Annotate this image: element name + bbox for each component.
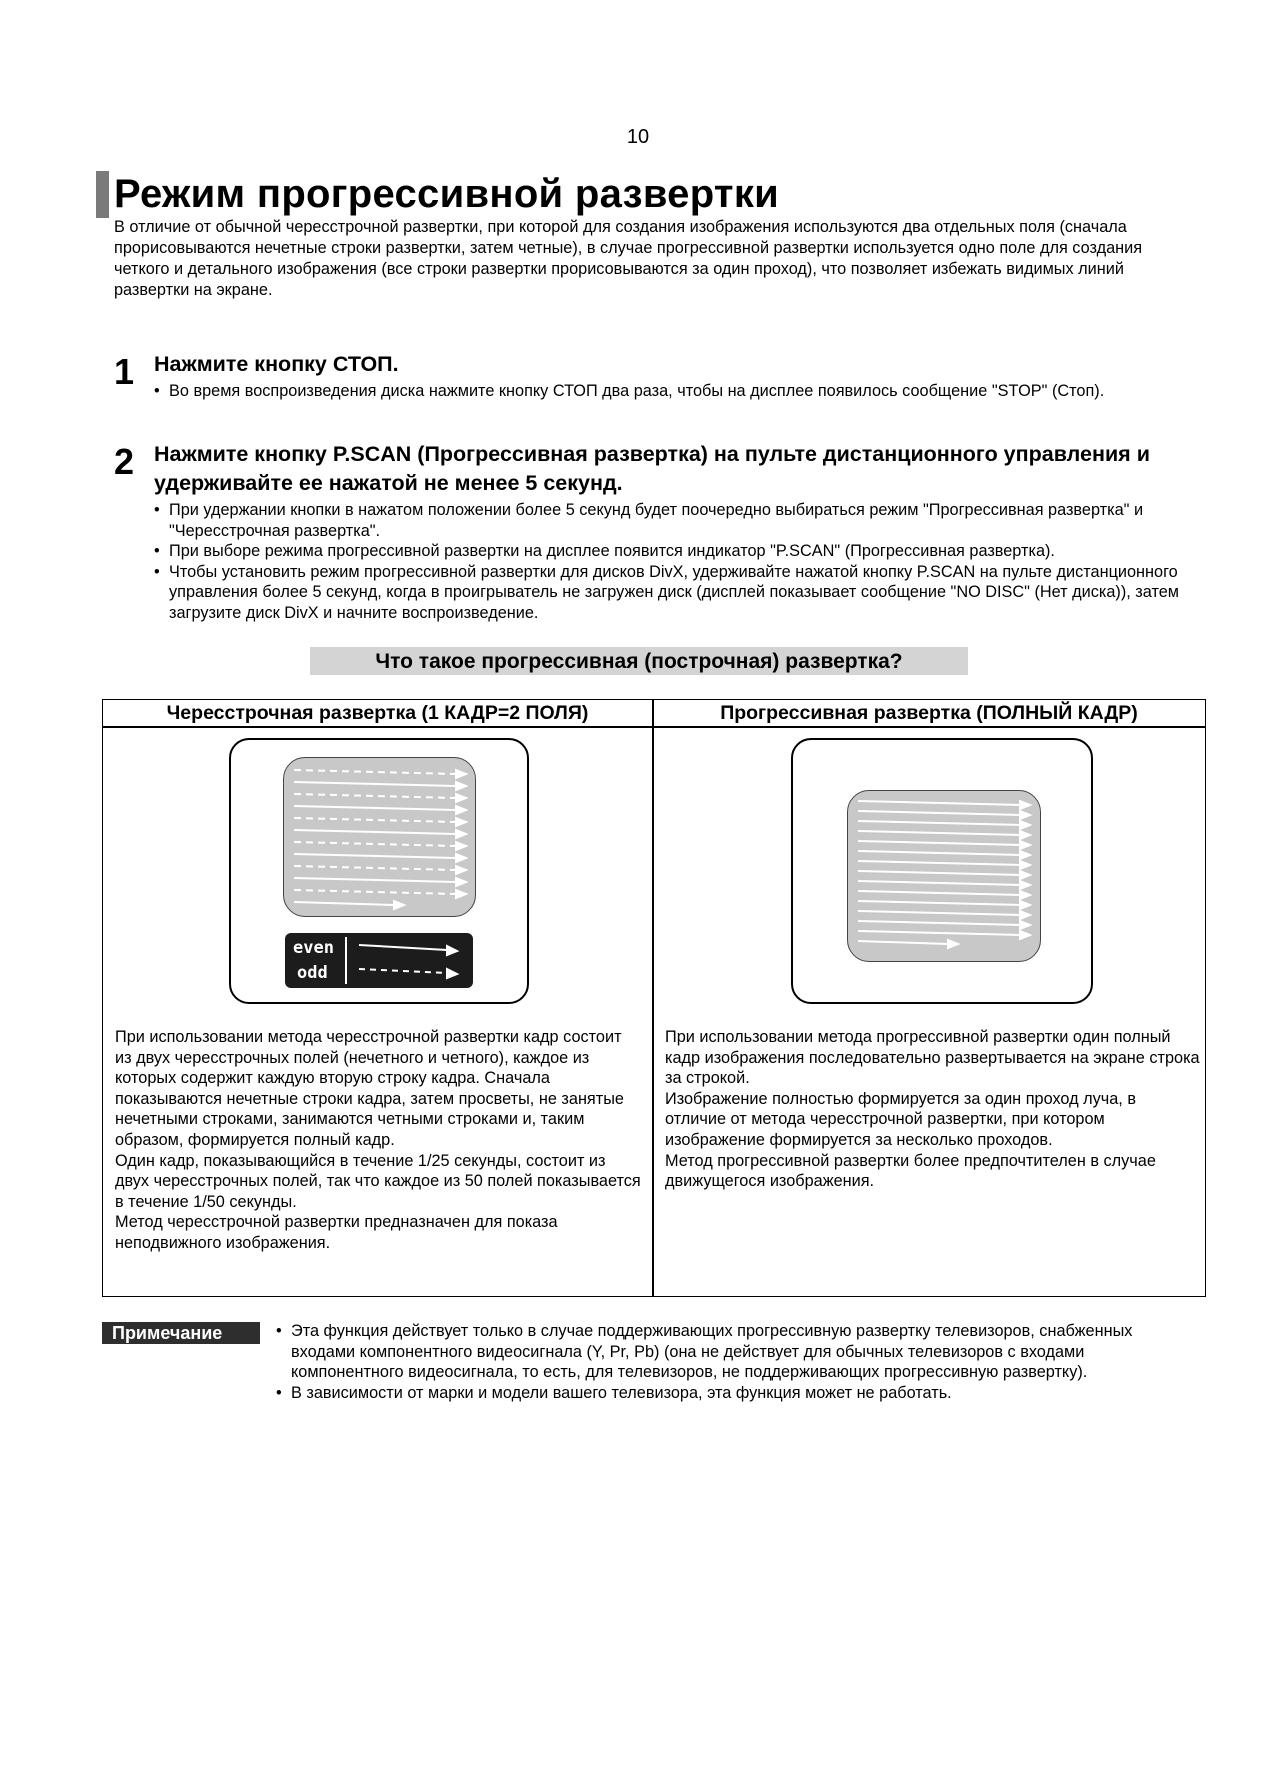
interlaced-description — [115, 1027, 641, 1254]
what-is-heading: Что такое прогрессивная (построчная) развертка? — [310, 647, 968, 675]
step-2 — [114, 440, 1194, 623]
progressive-paragraph: Метод прогрессивной развертки более предпочтителен в случае движущегося изображения. — [665, 1151, 1156, 1191]
step-bullets — [154, 381, 1194, 402]
legend-arrows — [351, 933, 471, 988]
step-heading: Нажмите кнопку СТОП. — [154, 352, 399, 376]
intro-paragraph: В отличие от обычной чересстрочной развертки, при которой для создания изображения используются два отдельных поля (сначала прорисовываются нечетные строки развертки, затем четные), в случае прогрессивной развертки используется одно поле для создания четкого и детального изображения (все строки развертки прорисовываются за один проход), что позволяет избежать видимых линий развертки на экране. — [114, 218, 1143, 299]
progressive-tv-illustration — [791, 738, 1093, 1004]
interlaced-scan-lines — [284, 758, 476, 917]
interlaced-tv-illustration — [229, 738, 529, 1004]
step-1 — [114, 350, 1194, 402]
progressive-description — [665, 1027, 1200, 1192]
page-title: Режим прогрессивной развертки — [114, 172, 780, 216]
column-divider — [652, 700, 654, 1296]
progressive-paragraph: Изображение полностью формируется за один проход луча, в отличие от метода чересстрочной развертки, при котором изображение формируется за несколько проходов. — [665, 1089, 1136, 1149]
progressive-header: Прогрессивная развертка (ПОЛНЫЙ КАДР) — [720, 702, 1138, 724]
title-accent-bar — [96, 171, 109, 218]
scan-legend — [285, 933, 473, 988]
interlaced-paragraph: Один кадр, показывающийся в течение 1/25 секунды, состоит из двух чересстрочных полей, так что каждое из 50 полей показывается в течение 1/50 секунды. — [115, 1151, 641, 1211]
bullet-item: • Во время воспроизведения диска нажмите кнопку СТОП два раза, чтобы на дисплее появилось сообщение "STOP" (Стоп). — [154, 381, 1194, 402]
note-item: • Эта функция действует только в случае поддерживающих прогрессивную развертку телевизоров, снабженных входами компонентного видеосигнала (Y, Pr, Pb) (она не действует для обычных телевизоров с входами компонентного видеосигнала, то есть, для телевизоров, не поддерживающих прогрессивную развертку). — [276, 1321, 1176, 1383]
legend-odd-label: odd — [297, 963, 328, 983]
progressive-scan-lines — [848, 791, 1041, 962]
step-heading: Нажмите кнопку P.SCAN (Прогрессивная развертка) на пульте дистанционного управления и удерживайте ее нажатой не менее 5 секунд. — [154, 442, 1150, 495]
interlaced-header: Чересстрочная развертка (1 КАДР=2 ПОЛЯ) — [166, 702, 589, 724]
note-item: • В зависимости от марки и модели вашего телевизора, эта функция может не работать. — [276, 1383, 1176, 1404]
legend-even-label: even — [293, 938, 334, 958]
progressive-screen — [847, 790, 1041, 962]
step-number: 2 — [114, 441, 135, 482]
note-label: Примечание — [102, 1322, 260, 1344]
bullet-item: • При удержании кнопки в нажатом положении более 5 секунд будет поочередно выбираться режим "Прогрессивная развертка" и "Чересстрочная развертка". — [154, 500, 1194, 541]
page-number: 10 — [626, 126, 650, 148]
step-bullets — [154, 500, 1194, 623]
header-divider — [103, 726, 1205, 728]
progressive-paragraph: При использовании метода прогрессивной развертки один полный кадр изображения последовательно развертывается на экране строка за строкой. — [665, 1028, 1200, 1088]
bullet-item: • Чтобы установить режим прогрессивной развертки для дисков DivX, удерживайте нажатой кнопку P.SCAN на пульте дистанционного управления более 5 секунд, когда в проигрыватель не загружен диск (дисплей показывает сообщение "NO DISC" (Нет диска)), затем загрузите диск DivX и начните воспроизведение. — [154, 562, 1194, 624]
bullet-item: • При выборе режима прогрессивной развертки на дисплее появится индикатор "P.SCAN" (Прогрессивная развертка). — [154, 541, 1194, 562]
interlaced-paragraph: Метод чересстрочной развертки предназначен для показа неподвижного изображения. — [115, 1213, 558, 1252]
note-list — [276, 1321, 1176, 1403]
interlaced-paragraph: При использовании метода чересстрочной развертки кадр состоит из двух чересстрочных полей (нечетного и четного), каждое из которых содержит каждую вторую строку кадра. Сначала показываются нечетные строки кадра, затем просветы, не занятые нечетными строками, занимаются четными строками и, таким образом, формируется полный кадр. — [115, 1028, 624, 1149]
step-number: 1 — [114, 351, 135, 392]
comparison-table — [102, 699, 1206, 1297]
interlaced-screen — [283, 757, 476, 917]
legend-divider — [345, 937, 347, 984]
